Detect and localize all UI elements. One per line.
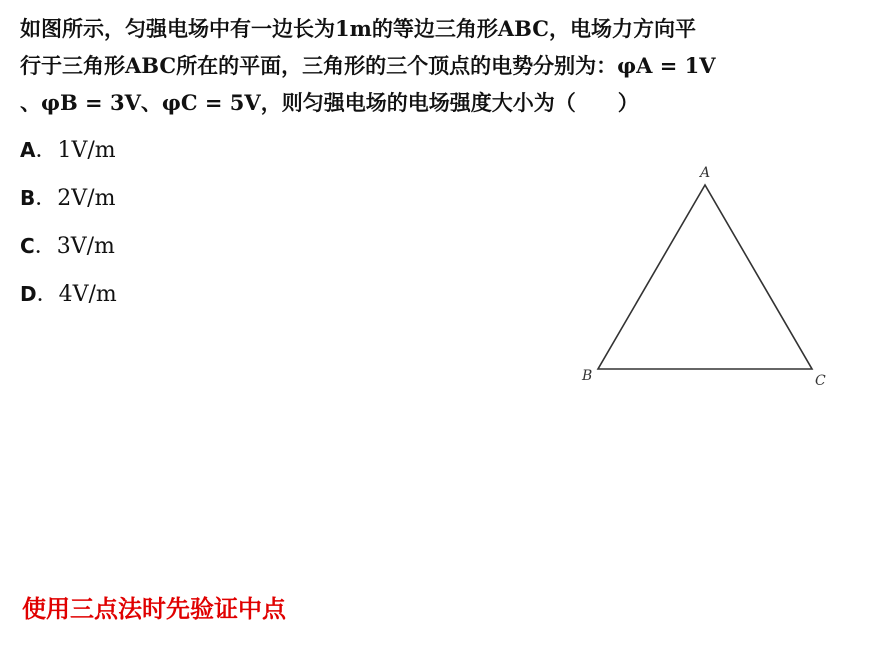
option-a-label: A — [20, 138, 36, 162]
triangle-figure — [570, 155, 840, 395]
option-b[interactable]: B．2V/m — [20, 186, 116, 211]
option-a-text: 1V/m — [57, 138, 116, 163]
option-c-label: C — [20, 234, 35, 258]
option-c[interactable]: C．3V/m — [20, 234, 115, 259]
option-b-text: 2V/m — [57, 186, 116, 211]
triangle-svg — [570, 155, 840, 395]
option-d[interactable]: D．4V/m — [20, 282, 117, 307]
option-b-label: B — [20, 186, 36, 210]
question-text — [20, 10, 860, 121]
answer-options — [20, 132, 117, 324]
option-d-text: 4V/m — [58, 282, 117, 307]
option-d-label: D — [20, 282, 37, 306]
option-c-text: 3V/m — [56, 234, 115, 259]
triangle-abc — [598, 185, 812, 369]
vertex-c-label: C — [815, 373, 826, 389]
vertex-a-label: A — [700, 165, 711, 181]
question-line-3: 、φB = 3V、φC = 5V，则匀强电场的电场强度大小为（ ） — [20, 90, 639, 115]
vertex-b-label: B — [582, 368, 593, 384]
question-line-2: 行于三角形ABC所在的平面，三角形的三个顶点的电势分别为：φA = 1V — [20, 53, 716, 78]
hint-text: 使用三点法时先验证中点 — [22, 595, 286, 623]
question-line-1: 如图所示，匀强电场中有一边长为1m的等边三角形ABC，电场力方向平 — [20, 16, 696, 41]
option-a[interactable]: A．1V/m — [20, 138, 116, 163]
